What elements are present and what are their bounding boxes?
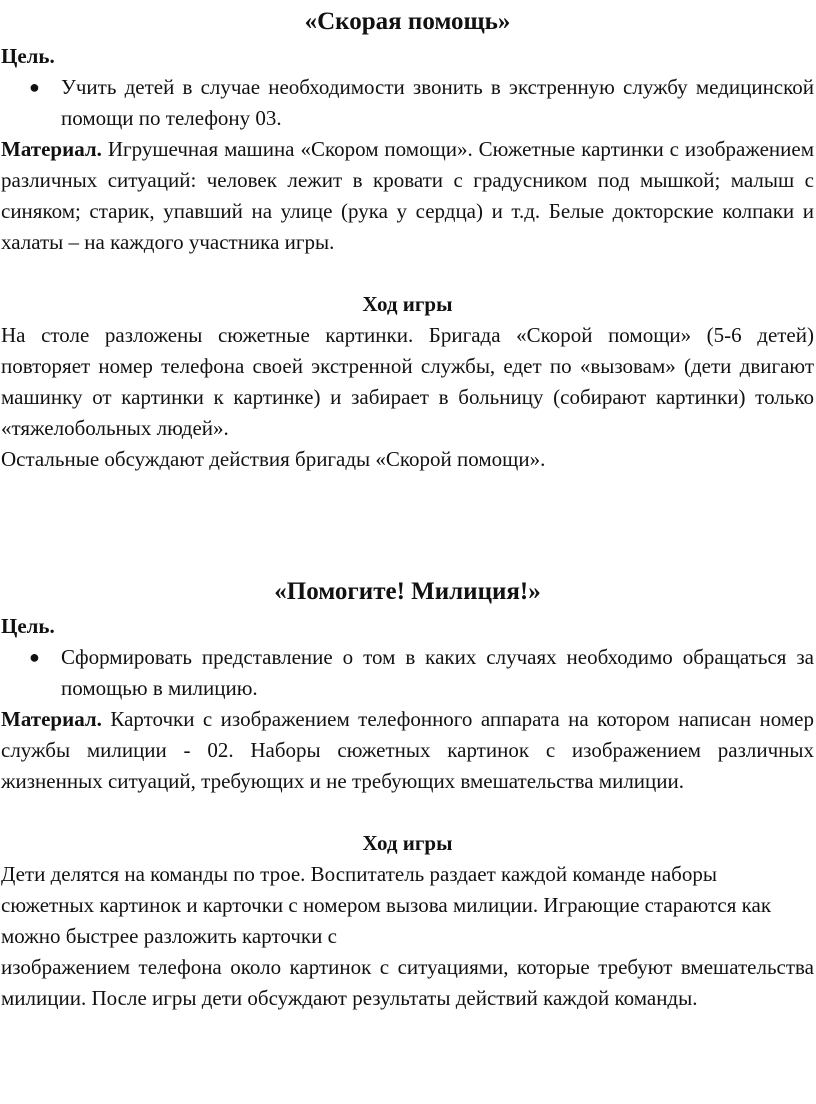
spacer — [1, 797, 814, 828]
section-2-course-paragraph-2: изображением телефона около картинок с ситуациями, которые требуют вмешательства милиции. После игры дети обсуждают результаты действий каждой команды. — [1, 955, 814, 1010]
section-2-goal-label: Цель. — [1, 614, 55, 638]
section-1-goal-list — [1, 72, 814, 134]
section-2-course-heading: Ход игры — [362, 831, 453, 855]
section-2-goal-text: Сформировать представление о том в каких случаях необходимо обращаться за помощью в милицию. — [61, 645, 814, 700]
section-1-course-paragraph-2: Остальные обсуждают действия бригады «Скорой помощи». — [1, 447, 546, 471]
section-1-material-label: Материал. — [1, 137, 102, 161]
section-2-goal-list — [1, 642, 814, 704]
bullet-icon: ● — [29, 77, 40, 97]
section-1-goal-label: Цель. — [1, 44, 55, 68]
section-1-goal-text: Учить детей в случае необходимости звонить в экстренную службу медицинской помощи по телефону 03. — [61, 75, 814, 130]
section-1-material — [1, 134, 814, 258]
section-2-material — [1, 704, 814, 797]
section-1-title: «Скорая помощь» — [304, 8, 511, 35]
list-item — [1, 72, 814, 134]
section-1-material-text: Игрушечная машина «Скором помощи». Сюжетные картинки с изображением различных ситуаций: человек лежит в кровати с градусником под мышкой; малыш с синяком; старик, упавший на улице (рука у сердца) и т.д. Белые докторские колпаки и халаты – на каждого участника игры. — [1, 137, 814, 254]
section-2-course-paragraph-1: Дети делятся на команды по трое. Воспитатель раздает каждой команде наборы сюжетных картинок и карточки с номером вызова милиции. Играющие стараются как можно быстрее разложить карточки с — [1, 862, 772, 948]
section-2-material-text: Карточки с изображением телефонного аппарата на котором написан номер службы милиции - 02. Наборы сюжетных картинок с изображением различных жизненных ситуаций, требующих и не требующих вмешательства милиции. — [1, 707, 814, 793]
list-item — [1, 642, 814, 704]
spacer — [1, 258, 814, 289]
section-2-title: «Помогите! Милиция!» — [274, 578, 541, 605]
section-1-course-paragraph-1: На столе разложены сюжетные картинки. Бригада «Скорой помощи» (5-6 детей) повторяет номер телефона своей экстренной службы, едет по «вызовам» (дети двигают машинку от картинки к картинке) и забирает в больницу (собирают картинки) только «тяжелобольных людей». — [1, 323, 814, 440]
section-2-material-label: Материал. — [1, 707, 102, 731]
bullet-icon: ● — [29, 647, 40, 667]
section-1-course-heading: Ход игры — [362, 292, 453, 316]
